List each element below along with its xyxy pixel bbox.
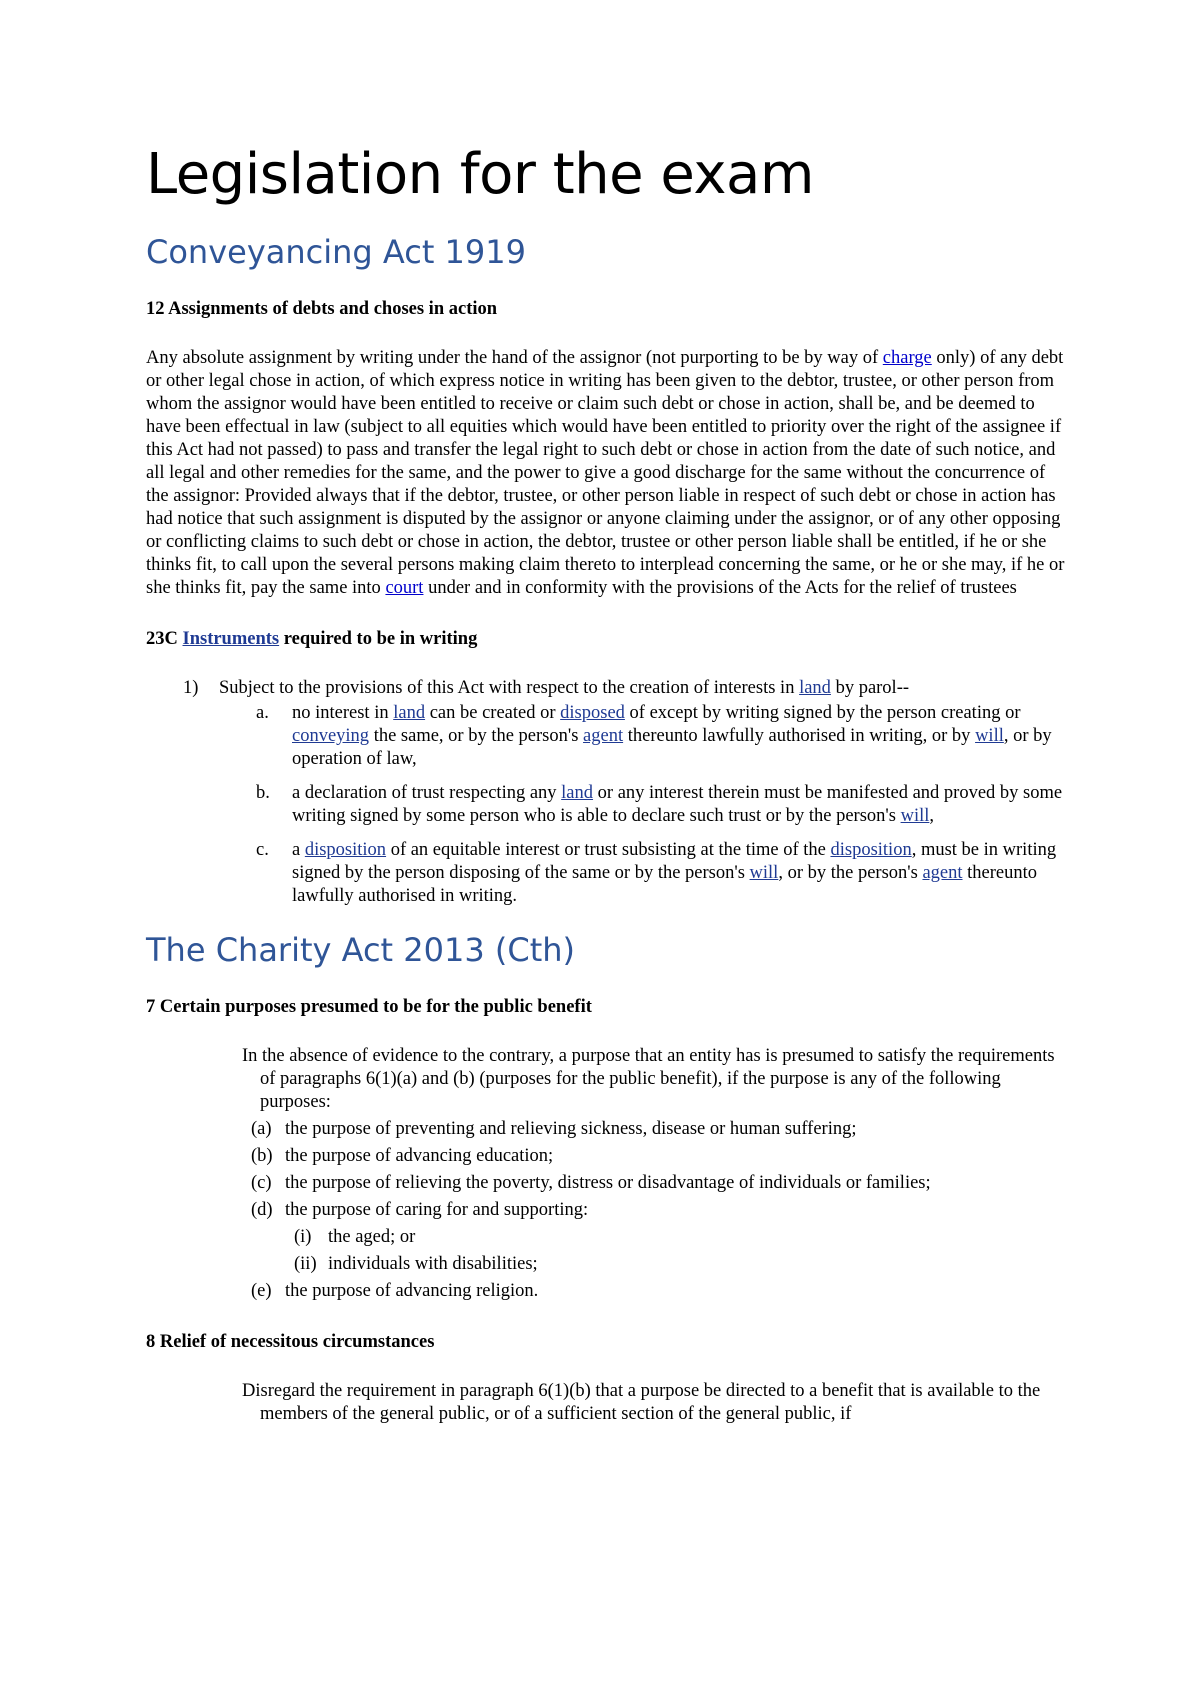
- text-run: Subject to the provisions of this Act with respect to the creation of interests in: [219, 678, 800, 698]
- purpose-text: the purpose of preventing and relieving sickness, disease or human suffering;: [285, 1119, 857, 1139]
- section-7-heading: 7 Certain purposes presumed to be for the public benefit: [146, 997, 592, 1017]
- text-run: Any absolute assignment by writing under the hand of the assignor (not purporting to be by way of: [146, 348, 883, 368]
- list-letter: a.: [256, 703, 269, 723]
- list-item-a: [146, 702, 1066, 771]
- purpose-label: (e): [251, 1281, 272, 1301]
- sub-purpose-text: individuals with disabilities;: [328, 1254, 538, 1274]
- link-land[interactable]: land: [393, 703, 426, 723]
- text-run: under and in conformity with the provisions of the Acts for the relief of trustees: [423, 578, 1017, 598]
- list-item-1: [146, 677, 1066, 700]
- link-agent[interactable]: agent: [583, 726, 624, 746]
- link-land[interactable]: land: [561, 783, 594, 803]
- purpose-text: the purpose of advancing education;: [285, 1146, 554, 1166]
- text-run: or any interest therein must be manifested and proved by some writing signed by some person who is able to declare such trust or by the person's: [292, 783, 1063, 826]
- sub-purpose-label: (i): [294, 1227, 312, 1247]
- purpose-text: the purpose of relieving the poverty, distress or disadvantage of individuals or families;: [285, 1173, 931, 1193]
- text-run: a: [292, 840, 305, 860]
- document-page: [146, 140, 1066, 1430]
- text-run: required to be in writing: [279, 629, 478, 649]
- purpose-label: (a): [251, 1119, 272, 1139]
- purpose-item: [146, 1145, 1066, 1172]
- text-run: only) of any debt or other legal chose in action, of which express notice in writing has been given to the debtor, trustee, or other person from whom the assignor would have been entitled to receive or claim such debt or chose in action, shall be, and be deemed to have been effectual in law (subject to all equities which would have been entitled to priority over the right of the assignee if this Act had not passed) to pass and transfer the legal right to such debt or chose in action from the date of such notice, and all legal and other remedies for the same, and the power to give a good discharge for the same without the concurrence of the assignor: Provided always that if the debtor, trustee, or other person liable in respect of such debt or chose in action has had notice that such assignment is disputed by the assignor or anyone claiming under the assignor, or of any other opposing or conflicting claims to such debt or chose in action, the debtor, trustee or other person liable shall be entitled, if he or she thinks fit, to call upon the several persons making claim thereto to interplead concerning the same, or he or she may, if he or she thinks fit, pay the same into: [146, 348, 1065, 598]
- link-court[interactable]: court: [385, 578, 424, 598]
- purpose-item: [146, 1280, 1066, 1307]
- section-12-heading: 12 Assignments of debts and choses in action: [146, 299, 498, 319]
- heading-conveyancing-act: Conveyancing Act 1919: [146, 233, 526, 271]
- section-8-heading: 8 Relief of necessitous circumstances: [146, 1332, 435, 1352]
- document-title: Legislation for the exam: [146, 142, 814, 207]
- purpose-item: [146, 1172, 1066, 1199]
- link-disposed[interactable]: disposed: [560, 703, 625, 723]
- purpose-label: (d): [251, 1200, 273, 1220]
- list-letter: b.: [256, 783, 270, 803]
- link-disposition[interactable]: disposition: [304, 840, 387, 860]
- list-item-c: [146, 839, 1066, 908]
- spacer: [146, 1307, 1066, 1331]
- link-will[interactable]: will: [975, 726, 1004, 746]
- text-run: ,: [929, 806, 934, 826]
- text-run: a declaration of trust respecting any: [292, 783, 562, 803]
- text-run: , or by the person's: [778, 863, 923, 883]
- list-number: 1): [183, 678, 199, 698]
- text-run: of an equitable interest or trust subsisting at the time of the: [386, 840, 831, 860]
- link-disposition[interactable]: disposition: [830, 840, 912, 860]
- section-23c-heading: [146, 628, 1066, 651]
- text-run: 23C: [146, 629, 183, 649]
- link-will[interactable]: will: [749, 863, 779, 883]
- purpose-label: (c): [251, 1173, 272, 1193]
- link-will[interactable]: will: [900, 806, 930, 826]
- text-run: , or by operation of law,: [292, 726, 1052, 769]
- sub-purpose-text: the aged; or: [328, 1227, 416, 1247]
- purpose-text: the purpose of advancing religion.: [285, 1281, 539, 1301]
- text-run: the same, or by the person's: [369, 726, 584, 746]
- sub-purpose-item: [146, 1226, 1066, 1253]
- text-run: thereunto lawfully authorised in writing, or by: [623, 726, 976, 746]
- sub-purpose-label: (ii): [294, 1254, 317, 1274]
- text-run: by parol--: [830, 678, 910, 698]
- section-8-intro: Disregard the requirement in paragraph 6(1)(b) that a purpose be directed to a benefit that is available to the members of the general public, or of a sufficient section of the general public, if: [242, 1381, 1041, 1424]
- text-run: no interest in: [292, 703, 394, 723]
- link-conveying[interactable]: conveying: [292, 726, 370, 746]
- sub-purpose-item: [146, 1253, 1066, 1280]
- purpose-label: (b): [251, 1146, 273, 1166]
- link-land[interactable]: land: [799, 678, 831, 698]
- purpose-item: [146, 1118, 1066, 1145]
- link-charge[interactable]: charge: [882, 348, 932, 368]
- link-instruments[interactable]: Instruments: [182, 629, 280, 649]
- text-run: of except by writing signed by the person creating or: [624, 703, 1021, 723]
- purpose-text: the purpose of caring for and supporting:: [285, 1200, 589, 1220]
- list-letter: c.: [256, 840, 269, 860]
- heading-charity-act: The Charity Act 2013 (Cth): [146, 931, 576, 969]
- link-agent[interactable]: agent: [922, 863, 963, 883]
- purpose-item: [146, 1199, 1066, 1226]
- section-12-body: [146, 347, 1066, 600]
- text-run: thereunto lawfully authorised in writing.: [292, 863, 1038, 906]
- section-7-intro: In the absence of evidence to the contrary, a purpose that an entity has is presumed to satisfy the requirements of paragraphs 6(1)(a) and (b) (purposes for the public benefit), if the purpose is any of the following purposes:: [242, 1046, 1055, 1112]
- text-run: , must be in writing signed by the person disposing of the same or by the person's: [292, 840, 1057, 883]
- text-run: can be created or: [425, 703, 561, 723]
- list-item-b: [146, 782, 1066, 828]
